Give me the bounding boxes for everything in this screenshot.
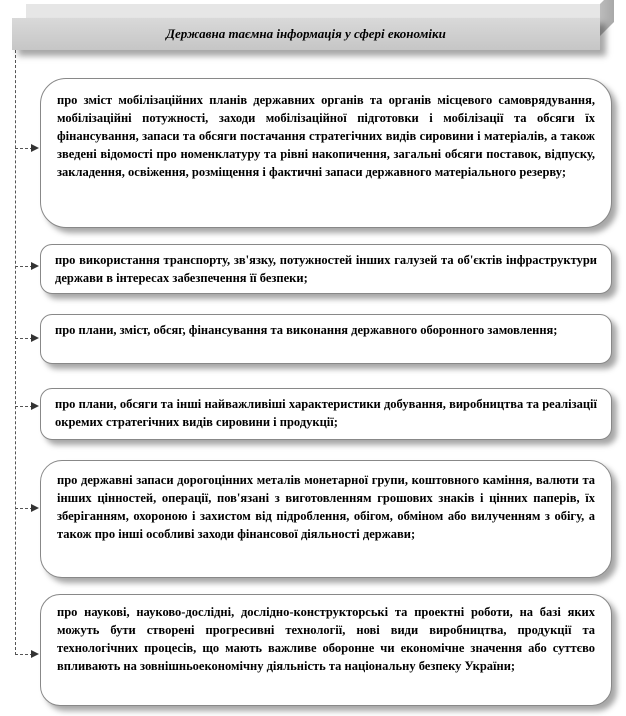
info-box-research xyxy=(40,594,612,706)
arrow-right-icon xyxy=(31,650,39,658)
header-top-face xyxy=(26,4,614,18)
info-box-text: про плани, обсяги та інші найважливіші характеристики добування, виробництва та реалізації окремих стратегічних видів сировини і продукції; xyxy=(55,397,597,429)
info-box-text: про наукові, науково-дослідні, дослідно-конструкторські та проектні роботи, на базі яких можуть бути створені прогресивні технології, нові види виробництва, продукції та технологічних процесів, що мають важливе оборонне чи економічне значення або суттєво впливають на зовнішньоекономічну діяльність та національну безпеку України; xyxy=(57,605,595,673)
connector-spine xyxy=(15,50,16,655)
info-box-text: про використання транспорту, зв'язку, потужностей інших галузей та об'єктів інфраструктури держави в інтересах забезпечення її безпеки; xyxy=(55,253,597,285)
info-box-precious-metals xyxy=(40,460,612,578)
info-box-raw-materials xyxy=(40,388,612,440)
info-box-text: про плани, зміст, обсяг, фінансування та виконання державного оборонного замовлення; xyxy=(55,323,558,337)
arrow-right-icon xyxy=(31,334,39,342)
info-box-text: про державні запаси дорогоцінних металів монетарної групи, коштовного каміння, валюти та інших цінностей, операції, пов'язані з виготовленням грошових знаків і цінних паперів, їх зберіганням, охороною і захистом від підроблення, обігом, обміном або вилученням з обігу, а також про інші особливі заходи фінансової діяльності держави; xyxy=(57,473,595,541)
info-box-transport xyxy=(40,244,612,294)
arrow-right-icon xyxy=(31,504,39,512)
arrow-right-icon xyxy=(31,402,39,410)
info-box-defense-order xyxy=(40,314,612,364)
header-side-face xyxy=(600,0,614,36)
arrow-right-icon xyxy=(31,262,39,270)
diagram-title-box xyxy=(12,18,600,50)
arrow-right-icon xyxy=(31,144,39,152)
info-box-text: про зміст мобілізаційних планів державних органів та органів місцевого самоврядування, мобілізаційні потужності, заходи мобілізаційної підготовки і мобілізації та обсяги їх фінансування, запаси та обсяги постачання стратегічних видів сировини і матеріалів, а також зведені відомості про номенклатуру та рівні накопичення, загальні обсяги поставок, відпуску, закладення, освіження, розміщення і фактичні запаси державного матеріального резерву; xyxy=(57,93,595,179)
info-box-mobilization xyxy=(40,78,612,228)
diagram-title: Державна таємна інформація у сфері економіки xyxy=(166,26,446,41)
